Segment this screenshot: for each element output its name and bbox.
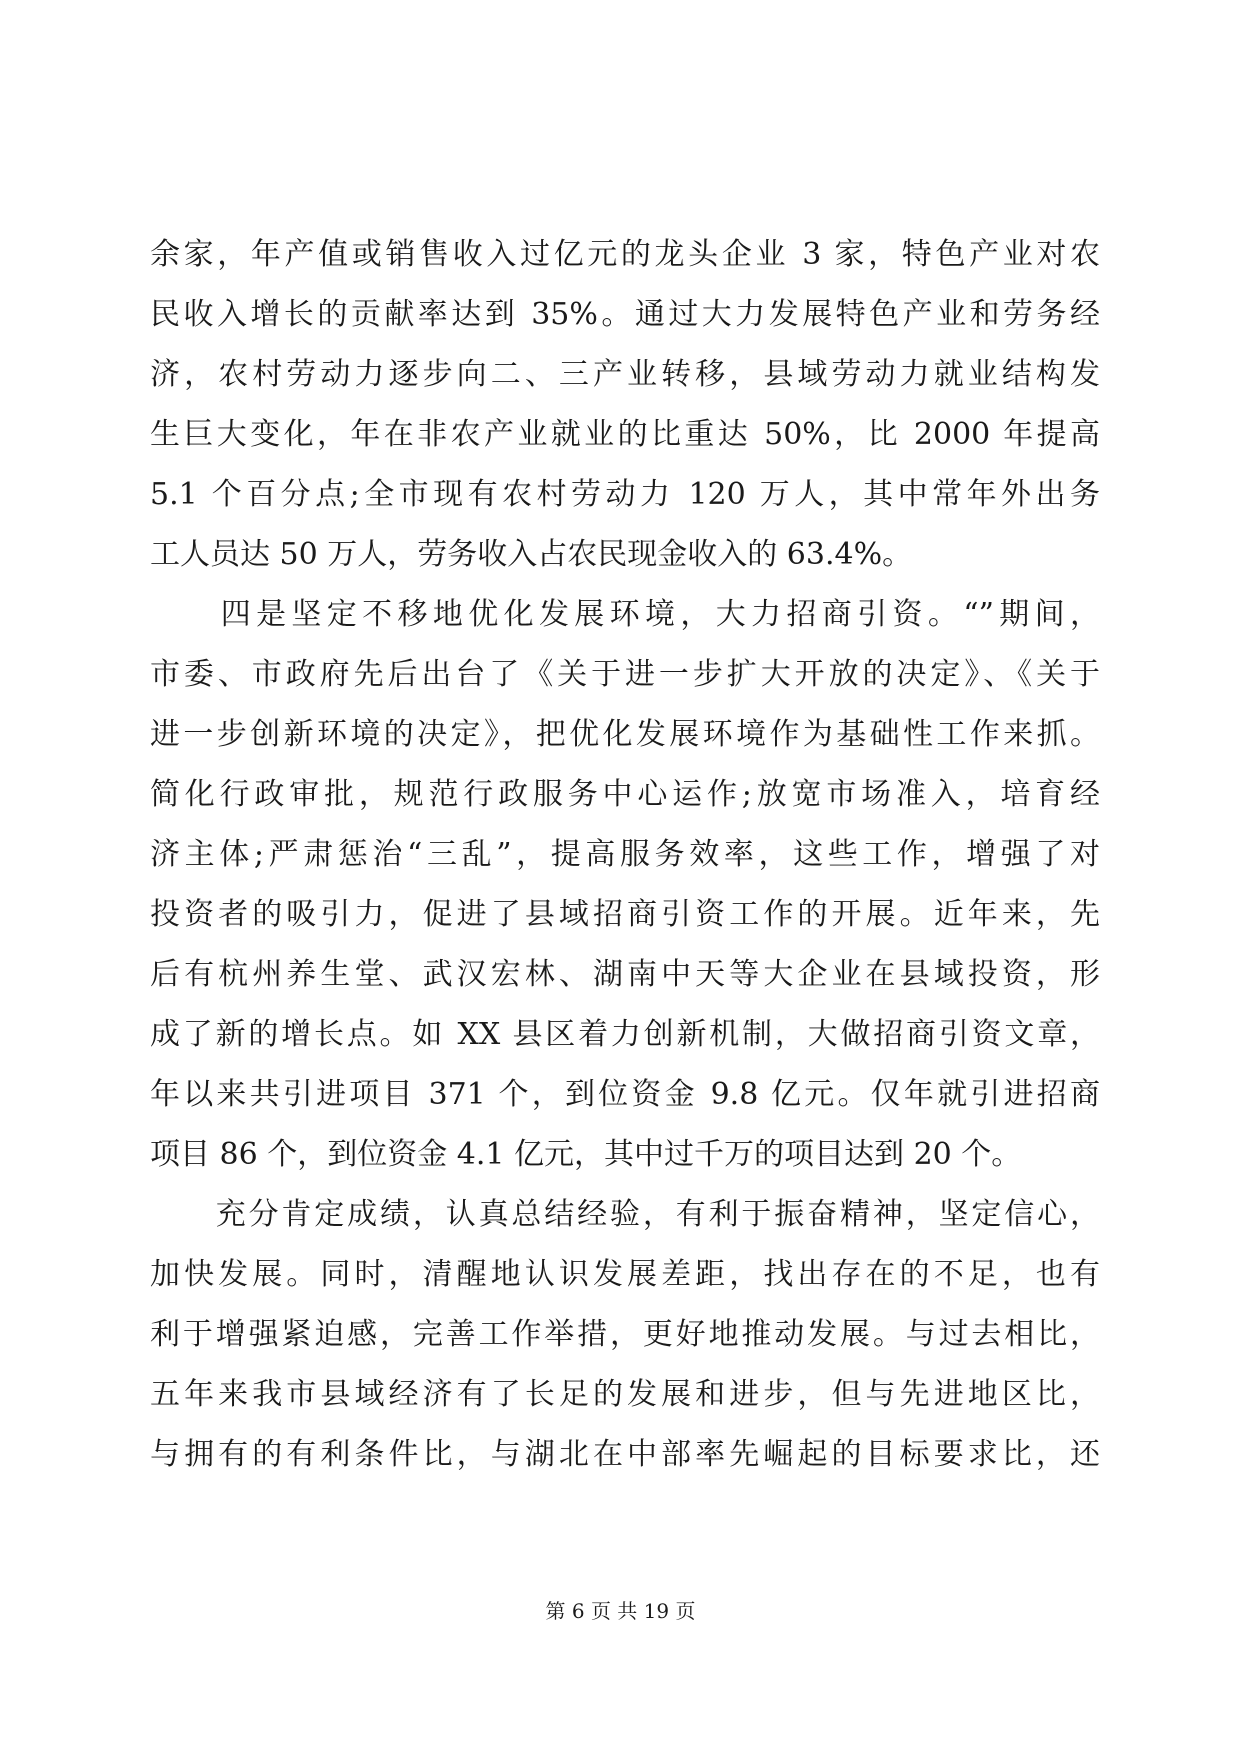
text-line-4: 生巨大变化，年在非农产业就业的比重达 50%，比 2000 年提高 <box>150 417 1100 452</box>
text-line-3: 济，农村劳动力逐步向二、三产业转移，县域劳动力就业结构发 <box>150 357 1100 392</box>
text-line-5: 5.1 个百分点;全市现有农村劳动力 120 万人，其中常年外出务 <box>150 477 1100 512</box>
text-line-12: 投资者的吸引力，促进了县域招商引资工作的开展。近年来，先 <box>150 897 1100 932</box>
text-line-6: 工人员达 50 万人，劳务收入占农民现金收入的 63.4%。 <box>150 537 913 572</box>
text-line-19: 利于增强紧迫感，完善工作举措，更好地推动发展。与过去相比， <box>150 1317 1100 1352</box>
page-number-footer: 第 6 页 共 19 页 <box>545 1599 696 1623</box>
text-line-14: 成了新的增长点。如 XX 县区着力创新机制，大做招商引资文章， <box>150 1017 1100 1052</box>
text-line-16: 项目 86 个，到位资金 4.1 亿元，其中过千万的项目达到 20 个。 <box>150 1137 1022 1172</box>
text-line-21: 与拥有的有利条件比，与湖北在中部率先崛起的目标要求比，还 <box>150 1437 1100 1472</box>
text-line-9: 进一步创新环境的决定》，把优化发展环境作为基础性工作来抓。 <box>150 717 1100 752</box>
text-line-1: 余家，年产值或销售收入过亿元的龙头企业 3 家，特色产业对农 <box>150 237 1100 272</box>
text-line-18: 加快发展。同时，清醒地认识发展差距，找出存在的不足，也有 <box>150 1257 1100 1292</box>
text-line-8: 市委、市政府先后出台了《关于进一步扩大开放的决定》、《关于 <box>150 657 1100 692</box>
text-line-15: 年以来共引进项目 371 个，到位资金 9.8 亿元。仅年就引进招商 <box>150 1077 1100 1112</box>
text-line-7: 四是坚定不移地优化发展环境，大力招商引资。“”期间， <box>150 597 1100 632</box>
text-line-10: 简化行政审批，规范行政服务中心运作;放宽市场准入，培育经 <box>150 777 1100 812</box>
text-line-2: 民收入增长的贡献率达到 35%。通过大力发展特色产业和劳务经 <box>150 297 1100 332</box>
body-text <box>150 225 1100 1485</box>
text-line-11: 济主体;严肃惩治“三乱”，提高服务效率，这些工作，增强了对 <box>150 837 1100 872</box>
text-line-13: 后有杭州养生堂、武汉宏林、湖南中天等大企业在县域投资，形 <box>150 957 1100 992</box>
text-line-20: 五年来我市县域经济有了长足的发展和进步，但与先进地区比， <box>150 1377 1100 1412</box>
text-line-17: 充分肯定成绩，认真总结经验，有利于振奋精神，坚定信心， <box>150 1197 1100 1232</box>
